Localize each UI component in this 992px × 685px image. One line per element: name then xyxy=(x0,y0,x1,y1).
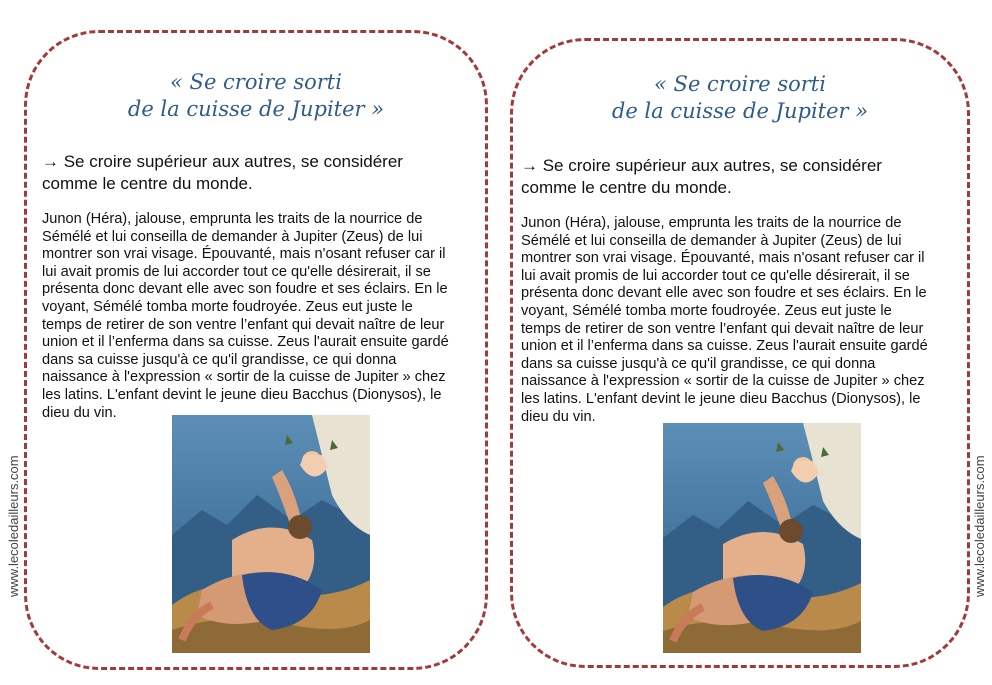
card-title xyxy=(513,71,967,125)
story-line: naissance à l'expression « sortir de la cuisse de Jupiter » chez xyxy=(521,373,925,390)
story-line: Sémélé et lui conseilla de demander à Jupiter (Zeus) de lui xyxy=(521,232,902,249)
flashcard-left xyxy=(24,30,488,670)
story-line: les latins. L'enfant devint le jeune dieu Bacchus (Dionysos), le xyxy=(521,390,921,407)
story-text xyxy=(42,211,449,422)
story-line: lui avait promis de lui accorder tout ce qu'elle désirerait, il se xyxy=(521,267,910,284)
site-credit-right: www.lecoledailleurs.com xyxy=(972,455,987,597)
story-line: montrer son vrai visage. Épouvanté, mais n'osant refuser car il xyxy=(42,246,446,263)
story-line: dieu du vin. xyxy=(521,408,596,425)
title-line-2: de la cuisse de Jupiter » xyxy=(127,97,385,121)
story-line: union et il l’enferma dans sa cuisse. Zeus l'aurait ensuite gardé xyxy=(521,338,928,355)
story-line: union et il l’enferma dans sa cuisse. Zeus l'aurait ensuite gardé xyxy=(42,334,449,351)
flashcard-right xyxy=(510,38,970,668)
story-line: Junon (Héra), jalouse, emprunta les traits de la nourrice de xyxy=(521,215,902,231)
meaning xyxy=(42,151,403,195)
story-line: Junon (Héra), jalouse, emprunta les traits de la nourrice de xyxy=(42,211,423,227)
story-line: dans sa cuisse jusqu'à ce qu'il grandisse, ce qui donna xyxy=(521,355,876,372)
meaning-line-2: comme le centre du monde. xyxy=(42,174,253,193)
story-line: montrer son vrai visage. Épouvanté, mais n'osant refuser car il xyxy=(521,250,925,267)
story-text xyxy=(521,215,928,426)
story-line: présenta donc devant elle avec son foudre et ses éclairs. En le xyxy=(521,285,927,302)
jupiter-bacchus-painting xyxy=(663,423,861,653)
title-line-1: « Se croire sorti xyxy=(170,70,342,94)
story-line: voyant, Sémélé tomba morte foudroyée. Zeus eut juste le xyxy=(521,302,892,319)
story-line: lui avait promis de lui accorder tout ce qu'elle désirerait, il se xyxy=(42,263,431,280)
meaning-line-1: → Se croire supérieur aux autres, se considérer xyxy=(521,156,882,175)
story-line: Sémélé et lui conseilla de demander à Jupiter (Zeus) de lui xyxy=(42,228,423,245)
card-title xyxy=(27,69,485,123)
title-line-2: de la cuisse de Jupiter » xyxy=(611,99,869,123)
story-line: naissance à l'expression « sortir de la cuisse de Jupiter » chez xyxy=(42,369,446,386)
title-line-1: « Se croire sorti xyxy=(654,72,826,96)
story-line: voyant, Sémélé tomba morte foudroyée. Zeus eut juste le xyxy=(42,298,413,315)
meaning xyxy=(521,155,882,199)
story-line: dans sa cuisse jusqu'à ce qu'il grandisse, ce qui donna xyxy=(42,351,397,368)
story-line: temps de retirer de son ventre l’enfant qui devait naître de leur xyxy=(521,320,924,337)
story-line: dieu du vin. xyxy=(42,404,117,421)
story-line: les latins. L'enfant devint le jeune dieu Bacchus (Dionysos), le xyxy=(42,386,442,403)
jupiter-bacchus-painting xyxy=(172,415,370,653)
meaning-line-1: → Se croire supérieur aux autres, se considérer xyxy=(42,152,403,171)
story-line: temps de retirer de son ventre l’enfant qui devait naître de leur xyxy=(42,316,445,333)
story-line: présenta donc devant elle avec son foudre et ses éclairs. En le xyxy=(42,281,448,298)
site-credit-left: www.lecoledailleurs.com xyxy=(6,455,21,597)
meaning-line-2: comme le centre du monde. xyxy=(521,178,732,197)
